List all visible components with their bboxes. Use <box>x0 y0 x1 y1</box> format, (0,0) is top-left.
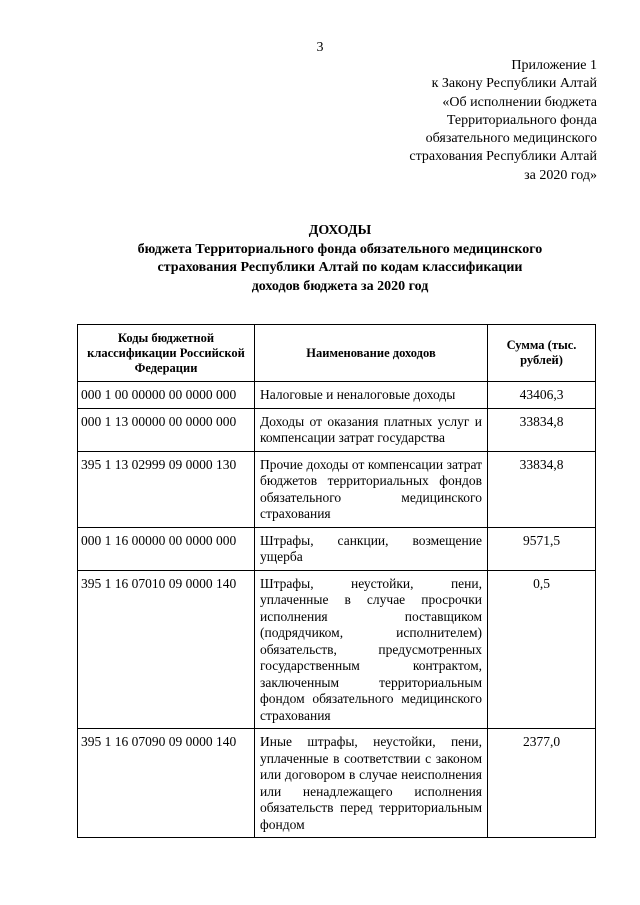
title-line: доходов бюджета за 2020 год <box>251 278 429 294</box>
appendix-header <box>409 57 597 185</box>
cell-sum: 0,5 <box>488 570 596 729</box>
cell-sum: 33834,8 <box>488 408 596 451</box>
appendix-line: за 2020 год» <box>524 167 597 183</box>
cell-sum: 33834,8 <box>488 451 596 527</box>
table-row <box>78 570 596 729</box>
cell-code: 000 1 00 00000 00 0000 000 <box>78 382 255 409</box>
income-table <box>77 324 596 838</box>
cell-name: Штрафы, неустойки, пени, уплаченные в случае просрочки исполнения поставщиком (подрядчиком, исполнителем) обязательств, предусмотренных государственным контрактом, заключенным территориальным фондом обязательного медицинского страхования <box>255 570 488 729</box>
cell-code: 395 1 13 02999 09 0000 130 <box>78 451 255 527</box>
cell-name: Налоговые и неналоговые доходы <box>255 382 488 409</box>
table-row <box>78 527 596 570</box>
title-line: бюджета Территориального фонда обязательного медицинского <box>137 241 543 257</box>
appendix-line: страхования Республики Алтай <box>409 149 597 165</box>
cell-sum: 9571,5 <box>488 527 596 570</box>
appendix-line: Приложение 1 <box>511 58 597 73</box>
table-row <box>78 382 596 409</box>
appendix-line: «Об исполнении бюджета <box>442 94 597 110</box>
table-header-row <box>78 325 596 382</box>
page-number: 3 <box>316 40 324 55</box>
appendix-line: Территориального фонда <box>446 112 597 128</box>
appendix-line: обязательного медицинского <box>425 131 597 147</box>
cell-code: 000 1 13 00000 00 0000 000 <box>78 408 255 451</box>
cell-code: 000 1 16 00000 00 0000 000 <box>78 527 255 570</box>
cell-code: 395 1 16 07010 09 0000 140 <box>78 570 255 729</box>
cell-name: Штрафы, санкции, возмещение ущерба <box>255 527 488 570</box>
table-row <box>78 408 596 451</box>
header-sum: Сумма (тыс. рублей) <box>488 325 596 382</box>
header-code: Коды бюджетной классификации Российской Федерации <box>78 325 255 382</box>
cell-name: Прочие доходы от компенсации затрат бюджетов территориальных фондов обязательного медицинского страхования <box>255 451 488 527</box>
title-line: страхования Республики Алтай по кодам классификации <box>157 260 523 275</box>
title-heading: ДОХОДЫ <box>308 223 372 238</box>
cell-code: 395 1 16 07090 09 0000 140 <box>78 729 255 838</box>
appendix-line: к Закону Республики Алтай <box>431 76 597 92</box>
table-row <box>78 451 596 527</box>
cell-name: Доходы от оказания платных услуг и компенсации затрат государства <box>255 408 488 451</box>
table-row <box>78 729 596 838</box>
cell-name: Иные штрафы, неустойки, пени, уплаченные в соответствии с законом или договором в случае неисполнения или ненадлежащего исполнения обязательств перед территориальным фондом <box>255 729 488 838</box>
cell-sum: 43406,3 <box>488 382 596 409</box>
header-name: Наименование доходов <box>255 325 488 382</box>
document-title <box>60 222 620 296</box>
cell-sum: 2377,0 <box>488 729 596 838</box>
